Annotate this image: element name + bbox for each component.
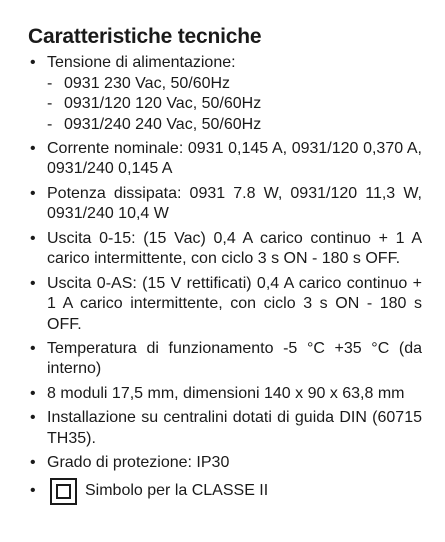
spec-text: Uscita 0-15: (15 Vac) 0,4 A carico continuo + 1 A carico intermittente, con ciclo 3 s ON - 180 s OFF. [47, 229, 422, 268]
spec-item-rated-current [27, 139, 422, 180]
spec-item-class-ii [27, 478, 422, 505]
section-title: Caratteristiche tecniche [28, 25, 262, 48]
dash-icon: - [47, 95, 53, 112]
spec-text: Uscita 0-AS: (15 V rettificati) 0,4 A carico continuo + 1 A carico intermittente, con ciclo 3 s ON - 180 s OFF. [47, 274, 422, 333]
voltage-sublist [47, 74, 422, 136]
bullet-icon: • [30, 454, 36, 472]
spec-item-protection-degree [27, 453, 422, 474]
spec-list [27, 53, 422, 508]
spec-text: Potenza dissipata: 0931 7.8 W, 0931/120 11,3 W, 0931/240 10,4 W [47, 184, 422, 223]
dash-icon: - [47, 74, 53, 92]
spec-item-installation [27, 408, 422, 449]
voltage-subitem-text: 0931/240 240 Vac, 50/60Hz [64, 115, 262, 133]
class-ii-label: Simbolo per la CLASSE II [85, 481, 269, 499]
dash-icon: - [47, 115, 53, 133]
double-insulation-inner-square [56, 484, 71, 499]
voltage-subitem [47, 115, 422, 136]
bullet-icon: • [30, 229, 36, 247]
spec-text: Installazione su centralini dotati di guida DIN (60715 TH35). [47, 409, 422, 447]
spec-item-supply-voltage [27, 53, 422, 135]
bullet-icon: • [30, 339, 36, 357]
voltage-subitem-text: 0931/120 120 Vac, 50/60Hz [64, 95, 262, 112]
double-insulation-square-icon [50, 478, 77, 505]
spec-text: Corrente nominale: 0931 0,145 A, 0931/120 0,370 A, 0931/240 0,145 A [47, 139, 422, 178]
spec-item-operating-temperature [27, 339, 422, 380]
spec-item-dimensions [27, 384, 422, 405]
bullet-icon: • [30, 139, 36, 157]
bullet-icon: • [30, 409, 36, 427]
bullet-icon: • [30, 184, 36, 202]
bullet-icon: • [30, 274, 36, 292]
spec-item-power-dissipation [27, 184, 422, 225]
voltage-subitem [47, 94, 422, 115]
voltage-subitem-text: 0931 230 Vac, 50/60Hz [64, 74, 231, 92]
spec-text: Temperatura di funzionamento -5 °C +35 °C (da interno) [47, 339, 422, 378]
bullet-icon: • [30, 54, 36, 71]
spec-item-output-0-15 [27, 229, 422, 270]
bullet-icon: • [30, 481, 36, 499]
voltage-subitem [47, 74, 422, 95]
spec-text: Tensione di alimentazione: [47, 54, 236, 71]
spec-text: 8 moduli 17,5 mm, dimensioni 140 x 90 x 63,8 mm [47, 384, 405, 402]
bullet-icon: • [30, 384, 36, 402]
spec-item-output-0-as [27, 274, 422, 336]
spec-text: Grado di protezione: IP30 [47, 454, 230, 472]
